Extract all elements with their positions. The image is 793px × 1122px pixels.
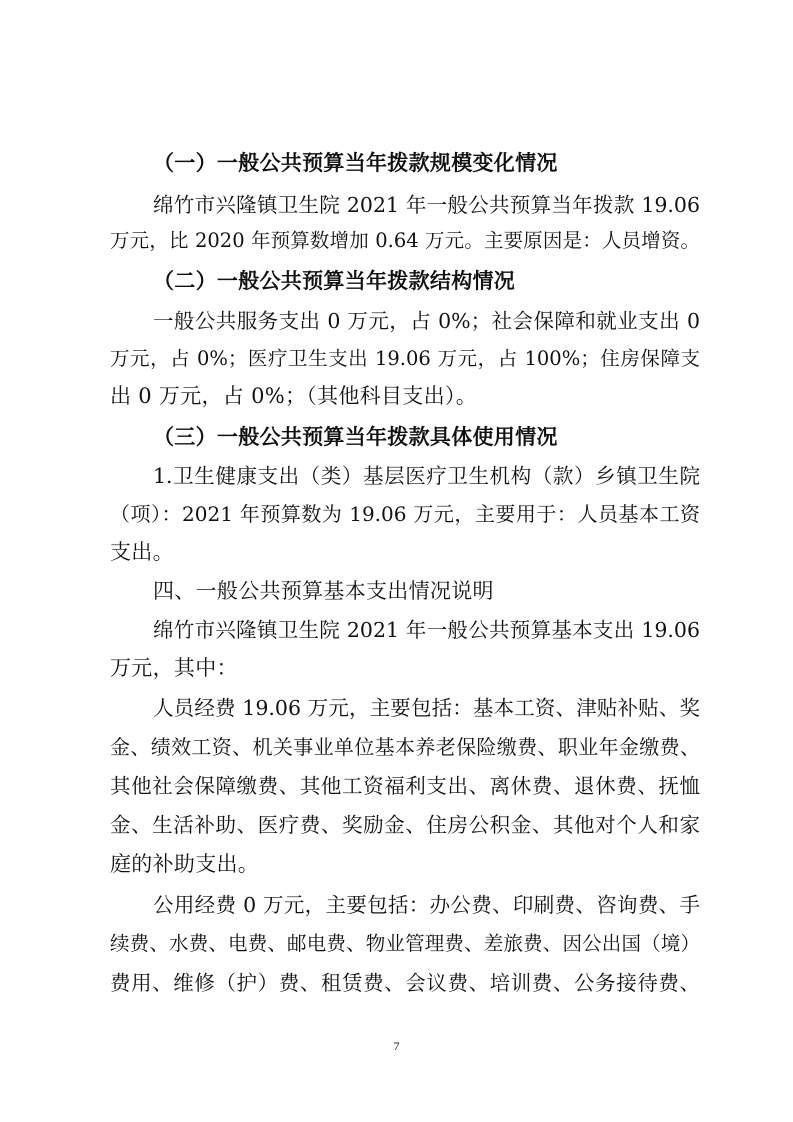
paragraph-line: （项）：2021 年预算数为 19.06 万元，主要用于：人员基本工资 xyxy=(110,502,700,526)
subheading-1: （一）一般公共预算当年拨款规模变化情况 xyxy=(153,150,558,175)
paragraph-line: 续费、水费、电费、邮电费、物业管理费、差旅费、因公出国（境） xyxy=(110,932,700,955)
paragraph-line: 1.卫生健康支出（类）基层医疗卫生机构（款）乡镇卫生院 xyxy=(153,464,700,488)
subheading-3: （三）一般公共预算当年拨款具体使用情况 xyxy=(153,424,558,449)
paragraph-line: 公用经费 0 万元，主要包括：办公费、印刷费、咨询费、手 xyxy=(153,893,700,917)
paragraph-line: 支出。 xyxy=(110,540,174,564)
section-heading-4: 四、一般公共预算基本支出情况说明 xyxy=(153,579,494,603)
paragraph-line: 万元，占 0%；医疗卫生支出 19.06 万元，占 100%；住房保障支 xyxy=(110,347,700,370)
paragraph-line: 出 0 万元，占 0%；（其他科目支出）。 xyxy=(110,384,478,408)
paragraph-line: 金、绩效工资、机关事业单位基本养老保险缴费、职业年金缴费、 xyxy=(110,735,700,759)
paragraph-line: 金、生活补助、医疗费、奖励金、住房公积金、其他对个人和家 xyxy=(110,813,700,837)
subheading-2: （二）一般公共预算当年拨款结构情况 xyxy=(153,268,516,293)
paragraph-line: 万元，其中： xyxy=(110,656,238,680)
paragraph-line: 万元，比 2020 年预算数增加 0.64 万元。主要原因是：人员增资。 xyxy=(110,229,700,252)
paragraph-line: 绵竹市兴隆镇卫生院 2021 年一般公共预算基本支出 19.06 xyxy=(153,618,700,642)
paragraph-line: 其他社会保障缴费、其他工资福利支出、离休费、退休费、抚恤 xyxy=(110,774,700,798)
paragraph-line: 庭的补助支出。 xyxy=(110,852,260,876)
paragraph-line: 费用、维修（护）费、租赁费、会议费、培训费、公务接待费、 xyxy=(110,971,700,995)
paragraph-line: 绵竹市兴隆镇卫生院 2021 年一般公共预算当年拨款 19.06 xyxy=(153,193,700,217)
page-number: 7 xyxy=(393,1039,400,1053)
paragraph-line: 人员经费 19.06 万元，主要包括：基本工资、津贴补贴、奖 xyxy=(153,696,700,720)
paragraph-line: 一般公共服务支出 0 万元，占 0%；社会保障和就业支出 0 xyxy=(153,309,700,333)
